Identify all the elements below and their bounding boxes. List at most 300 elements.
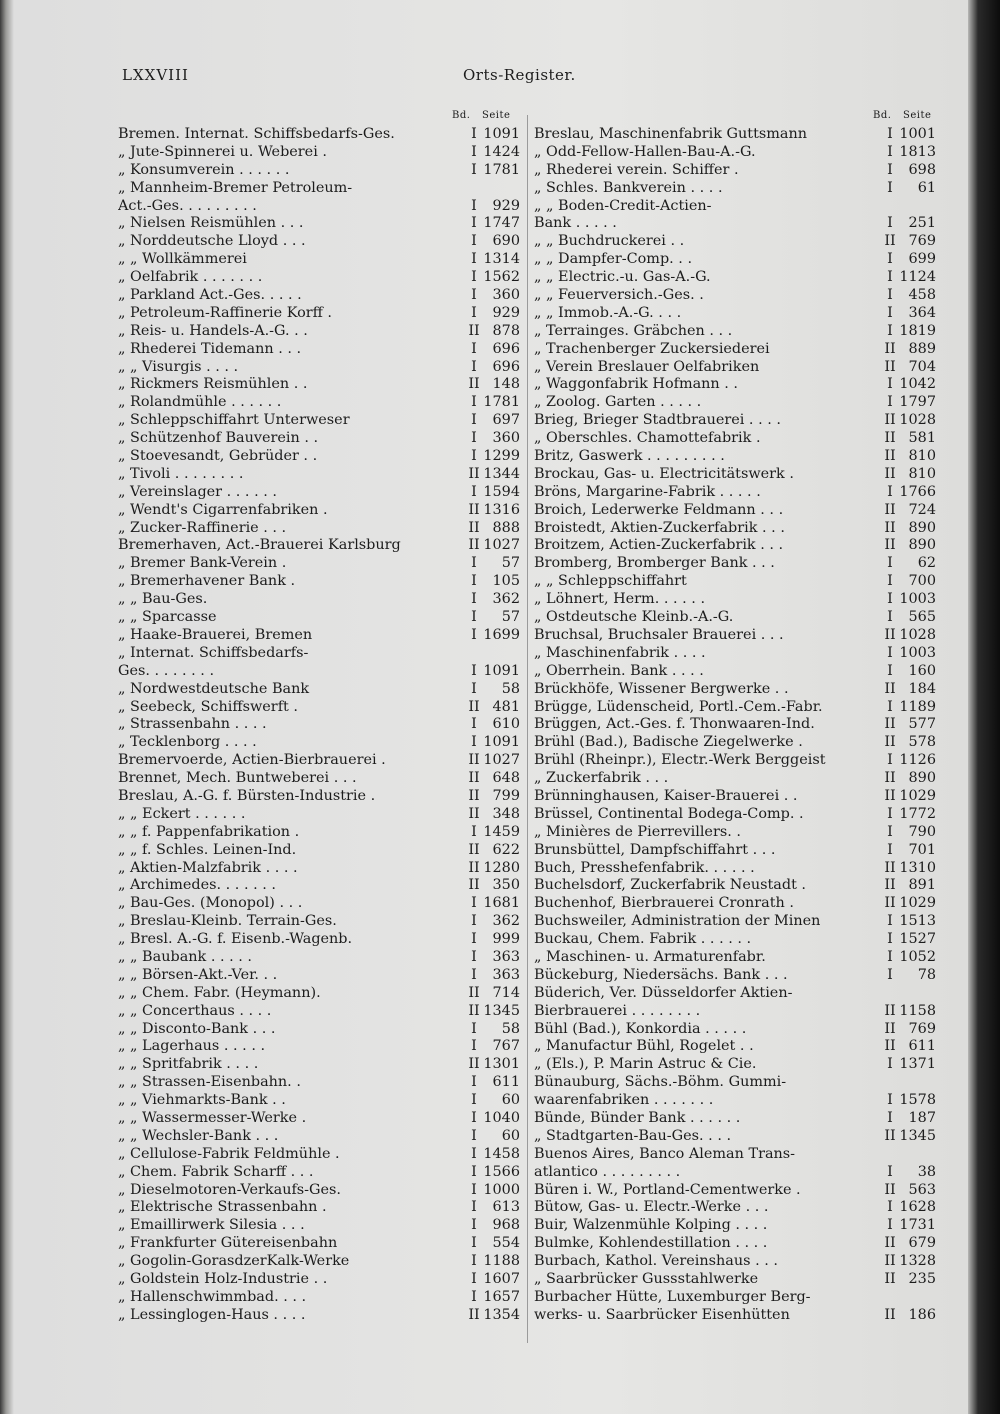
entry-volume: II	[468, 519, 480, 536]
entry-page: 363	[492, 966, 520, 983]
entry-volume: II	[468, 841, 480, 858]
entry-page: 1028	[899, 412, 936, 429]
index-entry	[534, 1253, 936, 1271]
entry-volume: II	[884, 537, 896, 554]
index-entry	[118, 215, 520, 233]
entry-volume: II	[468, 465, 480, 482]
entry-volume: I	[471, 573, 477, 590]
entry-page: 364	[908, 304, 936, 321]
index-entry	[534, 663, 936, 681]
entry-text: Buchsweiler, Administration der Minen	[534, 913, 821, 930]
index-entry	[118, 520, 520, 538]
entry-text: „ Hallenschwimmbad. . . .	[118, 1288, 307, 1305]
entry-page: 648	[492, 770, 520, 787]
entry-text: „ „ Lagerhaus . . . . .	[118, 1038, 266, 1055]
entry-text: „ (Els.), P. Marin Astruc & Cie.	[534, 1056, 757, 1073]
entry-page: 701	[908, 841, 936, 858]
entry-page: 1747	[483, 215, 520, 232]
entry-page: 360	[492, 430, 520, 447]
index-entry	[534, 842, 936, 860]
entry-text: „ Zuckerfabrik . . .	[534, 770, 669, 787]
entry-volume: I	[471, 304, 477, 321]
entry-page: 60	[501, 1092, 520, 1109]
index-entry	[534, 913, 936, 931]
entry-page: 1027	[483, 752, 520, 769]
entry-volume: I	[471, 1163, 477, 1180]
index-entry	[534, 394, 936, 412]
index-entry	[118, 1217, 520, 1235]
entry-text: „ Parkland Act.-Ges. . . . .	[118, 287, 302, 304]
entry-text: „ Bremerhavener Bank .	[118, 573, 296, 590]
entry-page: 577	[908, 716, 936, 733]
entry-page: 1344	[483, 465, 520, 482]
index-entry	[118, 466, 520, 484]
index-entry	[118, 877, 520, 895]
entry-text: Brünninghausen, Kaiser-Brauerei . .	[534, 787, 798, 804]
entry-page: 697	[492, 412, 520, 429]
entry-text: „ Mannheim-Bremer Petroleum-	[118, 179, 353, 196]
entry-volume: I	[887, 913, 893, 930]
index-entry	[534, 180, 936, 198]
entry-text: „ „ Wollkämmerei	[118, 251, 247, 268]
entry-volume: II	[468, 322, 480, 339]
entry-volume: I	[471, 394, 477, 411]
entry-text: Buchenhof, Bierbrauerei Cronrath .	[534, 895, 794, 912]
entry-text: „ „ f. Pappenfabrikation .	[118, 823, 300, 840]
entry-text: „ Zucker-Raffinerie . . .	[118, 519, 287, 536]
entry-volume: I	[471, 483, 477, 500]
index-entry	[118, 1182, 520, 1200]
entry-volume: I	[471, 1127, 477, 1144]
entry-volume: I	[887, 394, 893, 411]
entry-volume: I	[471, 1020, 477, 1037]
index-entry	[534, 1217, 936, 1235]
index-entry	[118, 770, 520, 788]
index-entry	[118, 341, 520, 359]
entry-volume: II	[884, 1020, 896, 1037]
entry-text: „ Trachenberger Zuckersiederei	[534, 340, 770, 357]
entry-volume: I	[471, 1288, 477, 1305]
entry-volume: I	[471, 287, 477, 304]
index-entry	[118, 555, 520, 573]
index-entry	[534, 1182, 936, 1200]
entry-page: 890	[908, 537, 936, 554]
entry-page: 679	[908, 1235, 936, 1252]
index-entry	[118, 895, 520, 913]
index-entry	[118, 913, 520, 931]
entry-volume: I	[887, 1199, 893, 1216]
entry-text: Bank . . . . .	[534, 215, 617, 232]
column-divider	[527, 115, 528, 1343]
entry-page: 1527	[899, 931, 936, 948]
index-entry	[118, 484, 520, 502]
entry-volume: I	[471, 555, 477, 572]
entry-page: 1459	[483, 823, 520, 840]
entry-volume: I	[887, 376, 893, 393]
index-entry	[534, 287, 936, 305]
entry-page: 1188	[483, 1253, 520, 1270]
entry-volume: I	[471, 931, 477, 948]
index-entry	[118, 681, 520, 699]
entry-volume: I	[887, 805, 893, 822]
entry-page: 1028	[899, 626, 936, 643]
entry-volume: II	[884, 519, 896, 536]
entry-text: Broistedt, Aktien-Zuckerfabrik . . .	[534, 519, 785, 536]
entry-volume: I	[887, 698, 893, 715]
entry-text: „ „ Wechsler-Bank . . .	[118, 1127, 279, 1144]
entry-volume: I	[471, 1199, 477, 1216]
entry-page: 1029	[899, 895, 936, 912]
entry-text: „ Frankfurter Gütereisenbahn	[118, 1235, 338, 1252]
col-header-page-left: Seite	[482, 110, 511, 121]
entry-page: 62	[917, 555, 936, 572]
entry-text: „ Saarbrücker Gussstahlwerke	[534, 1271, 759, 1287]
entry-text: „ Internat. Schiffsbedarfs-	[118, 644, 309, 661]
entry-volume: II	[468, 537, 480, 554]
entry-volume: II	[884, 448, 896, 465]
index-entry	[118, 251, 520, 269]
entry-page: 554	[492, 1235, 520, 1252]
entry-text: „ Cellulose-Fabrik Feldmühle .	[118, 1145, 340, 1162]
entry-volume: II	[884, 680, 896, 697]
index-entry	[534, 770, 936, 788]
entry-volume: I	[887, 126, 893, 142]
entry-text: „ „ Sparcasse	[118, 609, 217, 626]
entry-volume: I	[887, 1092, 893, 1109]
entry-volume: I	[471, 1145, 477, 1162]
entry-page: 1316	[483, 501, 520, 518]
index-entry	[118, 842, 520, 860]
entry-page: 1566	[483, 1163, 520, 1180]
index-entry	[534, 1092, 936, 1110]
entry-volume: II	[884, 859, 896, 876]
entry-volume: I	[471, 966, 477, 983]
entry-volume: II	[884, 626, 896, 643]
entry-text: „ „ f. Schles. Leinen-Ind.	[118, 841, 297, 858]
index-entry	[534, 699, 936, 717]
index-entry	[118, 1003, 520, 1021]
index-entry	[534, 860, 936, 878]
index-entry	[534, 752, 936, 770]
entry-volume: I	[471, 609, 477, 626]
entry-page: 890	[908, 519, 936, 536]
index-entry	[534, 1164, 936, 1182]
entry-text: „ Oberrhein. Bank . . . .	[534, 662, 704, 679]
index-entry	[118, 573, 520, 591]
index-entry	[118, 1056, 520, 1074]
entry-page: 769	[908, 233, 936, 250]
index-entry	[118, 949, 520, 967]
entry-page: 58	[501, 1020, 520, 1037]
entry-volume: I	[471, 1181, 477, 1198]
entry-volume: II	[884, 895, 896, 912]
index-entry	[118, 609, 520, 627]
entry-text: „ Zoolog. Garten . . . . .	[534, 394, 702, 411]
entry-text: „ „ Visurgis . . . .	[118, 358, 239, 375]
index-entry	[534, 198, 936, 216]
entry-volume: II	[884, 877, 896, 894]
entry-volume: I	[471, 340, 477, 357]
entry-page: 1189	[899, 698, 936, 715]
entry-page: 890	[908, 770, 936, 787]
index-entry	[118, 287, 520, 305]
entry-page: 698	[908, 161, 936, 178]
entry-page: 360	[492, 287, 520, 304]
index-entry	[534, 734, 936, 752]
entry-text: Burbach, Kathol. Vereinshaus . . .	[534, 1253, 778, 1270]
entry-text: Bückeburg, Niedersächs. Bank . . .	[534, 966, 788, 983]
index-entry	[534, 716, 936, 734]
entry-page: 696	[492, 340, 520, 357]
entry-page: 929	[492, 304, 520, 321]
index-entry	[118, 144, 520, 162]
entry-page: 1699	[483, 626, 520, 643]
index-entry	[118, 591, 520, 609]
entry-volume: I	[887, 752, 893, 769]
entry-page: 1458	[483, 1145, 520, 1162]
entry-page: 622	[492, 841, 520, 858]
index-entry	[118, 269, 520, 287]
entry-text: Buch, Presshefenfabrik. . . . . .	[534, 859, 755, 876]
entry-text: „ Jute-Spinnerei u. Weberei .	[118, 143, 327, 160]
index-entry	[534, 412, 936, 430]
entry-volume: II	[884, 1271, 896, 1287]
index-entry	[118, 305, 520, 323]
entry-text: „ „ Dampfer-Comp. . .	[534, 251, 693, 268]
index-entry	[534, 484, 936, 502]
entry-volume: I	[471, 1235, 477, 1252]
entry-page: 1301	[483, 1056, 520, 1073]
entry-volume: I	[887, 644, 893, 661]
entry-volume: II	[884, 1002, 896, 1019]
entry-page: 1731	[899, 1217, 936, 1234]
entry-text: Bünde, Bünder Bank . . . . . .	[534, 1109, 741, 1126]
entry-text: „ „ Buchdruckerei . .	[534, 233, 685, 250]
entry-text: „ Bau-Ges. (Monopol) . . .	[118, 895, 303, 912]
entry-volume: II	[884, 1038, 896, 1055]
entry-page: 810	[908, 465, 936, 482]
entry-page: 1562	[483, 269, 520, 286]
index-entry	[118, 860, 520, 878]
entry-text: Breslau, Maschinenfabrik Guttsmann	[534, 126, 808, 142]
entry-page: 1042	[899, 376, 936, 393]
entry-volume: I	[471, 448, 477, 465]
index-entry	[118, 1289, 520, 1307]
entry-text: „ Nielsen Reismühlen . . .	[118, 215, 304, 232]
entry-page: 714	[492, 984, 520, 1001]
index-entry	[118, 985, 520, 1003]
entry-page: 57	[501, 555, 520, 572]
entry-volume: I	[471, 626, 477, 643]
entry-page: 1299	[483, 448, 520, 465]
entry-page: 78	[917, 966, 936, 983]
entry-page: 481	[492, 698, 520, 715]
entry-text: „ Bremer Bank-Verein .	[118, 555, 287, 572]
entry-text: waarenfabriken . . . . . . .	[534, 1092, 714, 1109]
entry-text: Buir, Walzenmühle Kolping . . . .	[534, 1217, 768, 1234]
entry-page: 1354	[483, 1306, 520, 1323]
entry-volume: I	[471, 412, 477, 429]
entry-volume: I	[887, 269, 893, 286]
entry-text: Bremervoerde, Actien-Bierbrauerei .	[118, 752, 386, 769]
entry-text: „ Schleppschiffahrt Unterweser	[118, 412, 350, 429]
entry-page: 1578	[899, 1092, 936, 1109]
entry-text: „ Rhederei Tidemann . . .	[118, 340, 302, 357]
index-entry	[118, 1128, 520, 1146]
entry-page: 1594	[483, 483, 520, 500]
index-entry	[534, 895, 936, 913]
index-entry	[118, 824, 520, 842]
index-entry	[534, 806, 936, 824]
entry-page: 563	[908, 1181, 936, 1198]
index-entry	[534, 1271, 936, 1289]
entry-page: 799	[492, 787, 520, 804]
entry-text: Bulmke, Kohlendestillation . . . .	[534, 1235, 768, 1252]
index-entry	[534, 931, 936, 949]
entry-page: 769	[908, 1020, 936, 1037]
entry-text: „ Reis- u. Handels-A.-G. . .	[118, 322, 308, 339]
entry-volume: II	[884, 501, 896, 518]
index-entry	[534, 269, 936, 287]
index-entry	[118, 233, 520, 251]
entry-text: „ Verein Breslauer Oelfabriken	[534, 358, 760, 375]
entry-text: „ „ Immob.-A.-G. . . .	[534, 304, 682, 321]
index-entry	[118, 162, 520, 180]
entry-volume: I	[887, 143, 893, 160]
index-entry	[534, 376, 936, 394]
entry-page: 350	[492, 877, 520, 894]
entry-page: 1000	[483, 1181, 520, 1198]
entry-page: 611	[908, 1038, 936, 1055]
entry-page: 1052	[899, 948, 936, 965]
entry-volume: II	[468, 1002, 480, 1019]
entry-volume: I	[471, 680, 477, 697]
entry-volume: II	[884, 465, 896, 482]
index-entry	[118, 394, 520, 412]
entry-page: 690	[492, 233, 520, 250]
entry-page: 1766	[899, 483, 936, 500]
entry-volume: I	[887, 841, 893, 858]
entry-page: 1607	[483, 1271, 520, 1287]
entry-page: 186	[908, 1306, 936, 1323]
entry-page: 58	[501, 680, 520, 697]
index-entry	[534, 162, 936, 180]
entry-volume: II	[884, 716, 896, 733]
index-entry	[118, 716, 520, 734]
index-entry	[118, 323, 520, 341]
entry-text: Britz, Gaswerk . . . . . . . . .	[534, 448, 725, 465]
entry-text: Buenos Aires, Banco Aleman Trans-	[534, 1145, 796, 1162]
entry-page: 613	[492, 1199, 520, 1216]
entry-text: „ Schützenhof Bauverein . .	[118, 430, 319, 447]
index-entry	[118, 1253, 520, 1271]
index-entry	[118, 198, 520, 216]
entry-text: „ „ Eckert . . . . . .	[118, 805, 246, 822]
entry-page: 581	[908, 430, 936, 447]
entry-text: „ Odd-Fellow-Hallen-Bau-A.-G.	[534, 143, 756, 160]
entry-volume: I	[471, 895, 477, 912]
entry-volume: I	[471, 662, 477, 679]
entry-volume: II	[884, 734, 896, 751]
entry-page: 1657	[483, 1288, 520, 1305]
entry-page: 1001	[899, 126, 936, 142]
entry-page: 704	[908, 358, 936, 375]
entry-text: „ „ Feuerversich.-Ges. .	[534, 287, 704, 304]
index-entry	[118, 126, 520, 144]
index-entry	[118, 734, 520, 752]
entry-page: 1819	[899, 322, 936, 339]
entry-volume: II	[468, 501, 480, 518]
entry-volume: I	[887, 1217, 893, 1234]
entry-text: „ Rolandmühle . . . . . .	[118, 394, 282, 411]
entry-text: Bromberg, Bromberger Bank . . .	[534, 555, 775, 572]
entry-text: „ „ Concerthaus . . . .	[118, 1002, 272, 1019]
index-entry	[534, 502, 936, 520]
col-header-page-right: Seite	[903, 110, 932, 121]
entry-volume: I	[887, 948, 893, 965]
index-entry	[534, 1038, 936, 1056]
entry-page: 1003	[899, 644, 936, 661]
entry-text: „ „ Viehmarkts-Bank . .	[118, 1092, 286, 1109]
index-entry	[534, 949, 936, 967]
entry-text: „ Maschinen- u. Armaturenfabr.	[534, 948, 766, 965]
entry-page: 767	[492, 1038, 520, 1055]
entry-text: „ „ Chem. Fabr. (Heymann).	[118, 984, 321, 1001]
entry-page: 184	[908, 680, 936, 697]
entry-volume: II	[468, 698, 480, 715]
entry-page: 611	[492, 1074, 520, 1091]
entry-page: 1314	[483, 251, 520, 268]
index-entry	[534, 144, 936, 162]
index-entry	[534, 1146, 936, 1164]
entry-volume: I	[471, 233, 477, 250]
index-entry	[118, 1307, 520, 1325]
entry-page: 1027	[483, 537, 520, 554]
entry-volume: I	[887, 591, 893, 608]
entry-page: 878	[492, 322, 520, 339]
index-entry	[534, 215, 936, 233]
entry-volume: II	[884, 1127, 896, 1144]
entry-text: Brühl (Bad.), Badische Ziegelwerke .	[534, 734, 803, 751]
entry-text: Brieg, Brieger Stadtbrauerei . . . .	[534, 412, 781, 429]
entry-volume: II	[884, 412, 896, 429]
entry-page: 1328	[899, 1253, 936, 1270]
entry-text: „ Breslau-Kleinb. Terrain-Ges.	[118, 913, 337, 930]
entry-text: „ Löhnert, Herm. . . . . .	[534, 591, 706, 608]
entry-volume: II	[884, 1235, 896, 1252]
index-entry	[534, 233, 936, 251]
index-entry	[534, 251, 936, 269]
entry-page: 362	[492, 913, 520, 930]
entry-text: „ „ Strassen-Eisenbahn. .	[118, 1074, 301, 1091]
entry-text: Bütow, Gas- u. Electr.-Werke . . .	[534, 1199, 769, 1216]
entry-text: atlantico . . . . . . . . .	[534, 1163, 681, 1180]
entry-text: Brügge, Lüdenscheid, Portl.-Cem.-Fabr.	[534, 698, 823, 715]
index-entry	[534, 985, 936, 1003]
entry-volume: I	[887, 161, 893, 178]
entry-page: 1126	[899, 752, 936, 769]
entry-volume: I	[471, 591, 477, 608]
entry-text: „ Goldstein Holz-Industrie . .	[118, 1271, 328, 1287]
entry-page: 1280	[483, 859, 520, 876]
index-entry	[118, 1021, 520, 1039]
entry-page: 1124	[899, 269, 936, 286]
entry-volume: I	[471, 948, 477, 965]
entry-text: Brunsbüttel, Dampfschiffahrt . . .	[534, 841, 776, 858]
page-title: Orts-Register.	[463, 66, 576, 84]
index-entry	[534, 627, 936, 645]
entry-text: Bühl (Bad.), Konkordia . . . . .	[534, 1020, 747, 1037]
